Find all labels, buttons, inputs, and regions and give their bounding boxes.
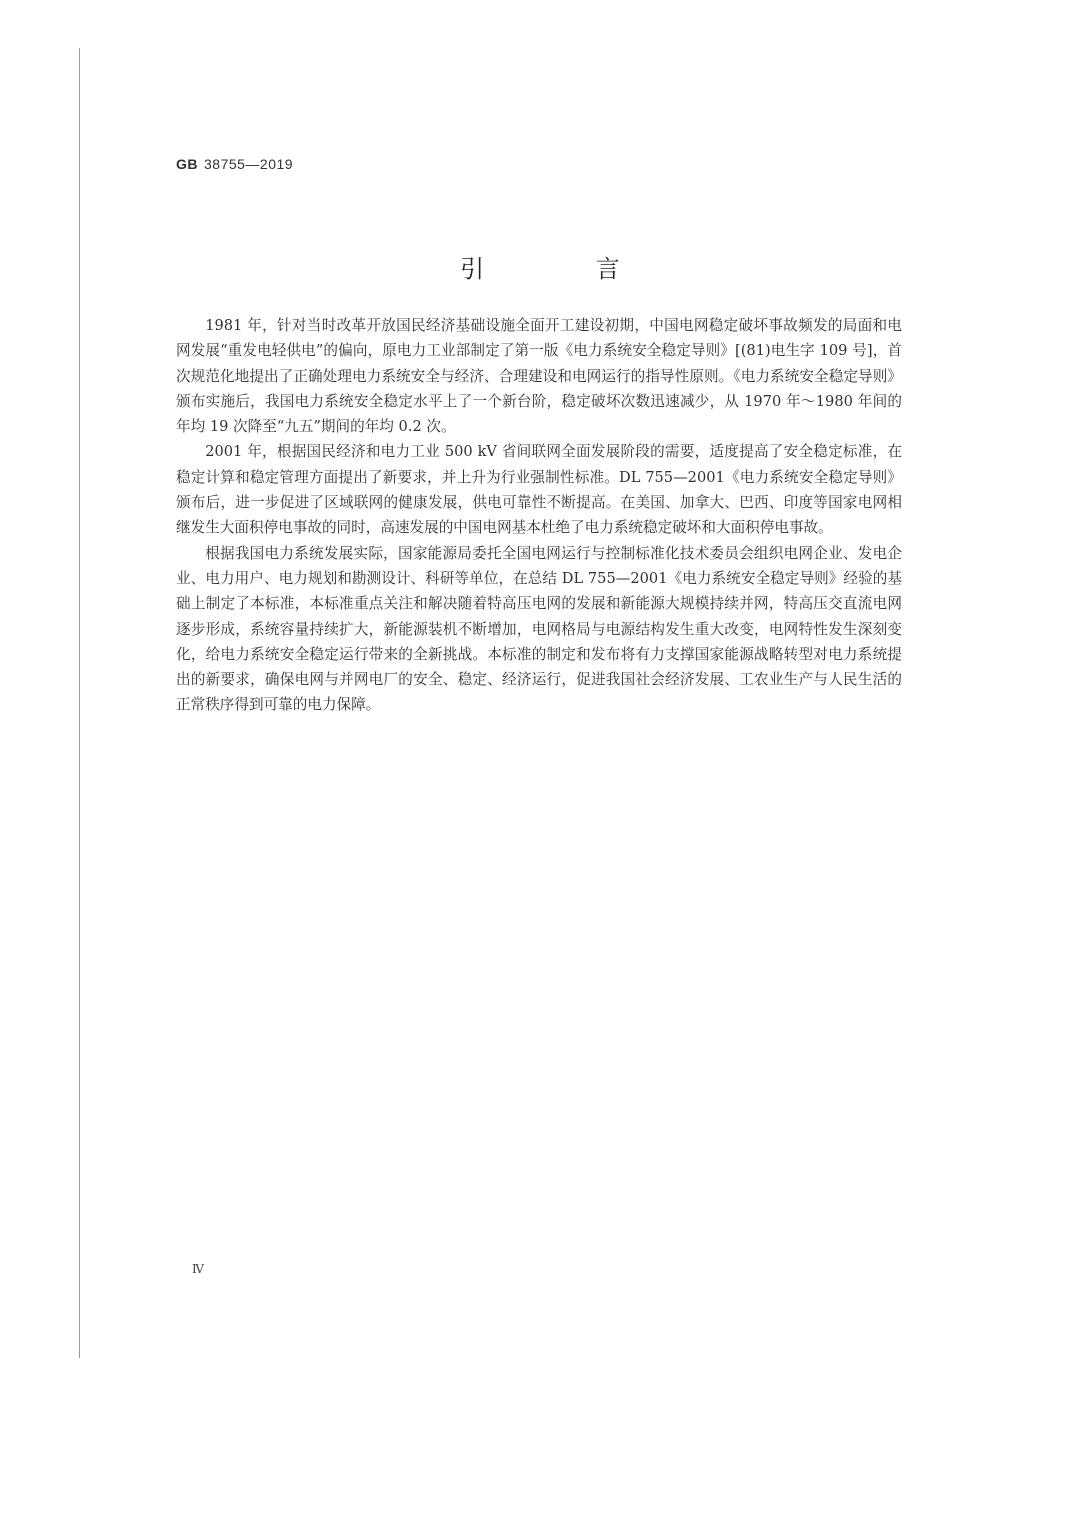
standard-number: 38755—2019: [204, 156, 294, 172]
standard-code-header: [176, 156, 293, 172]
introduction-body: [176, 313, 902, 718]
page-title: 引 言: [460, 255, 672, 284]
binding-margin-line: [79, 48, 80, 1358]
page-number: Ⅳ: [192, 1262, 204, 1276]
paragraph-1: 1981 年，针对当时改革开放国民经济基础设施全面开工建设初期，中国电网稳定破坏事故频发的局面和电网发展“重发电轻供电”的偏向，原电力工业部制定了第一版《电力系统安全稳定导则》[(81)电生字 109 号]，首次规范化地提出了正确处理电力系统安全与经济、合理建设和电网运行的指导性原则。《电力系统安全稳定导则》颁布实施后，我国电力系统安全稳定水平上了一个新台阶，稳定破坏次数迅速减少，从 1970 年～1980 年间的年均 19 次降至“九五”期间的年均 0.2 次。: [176, 317, 902, 436]
paragraph-3: 根据我国电力系统发展实际，国家能源局委托全国电网运行与控制标准化技术委员会组织电网企业、发电企业、电力用户、电力规划和勘测设计、科研等单位，在总结 DL 755—2001《电力系统安全稳定导则》经验的基础上制定了本标准，本标准重点关注和解决随着特高压电网的发展和新能源大规模持续并网，特高压交直流电网逐步形成，系统容量持续扩大，新能源装机不断增加，电网格局与电源结构发生重大改变，电网特性发生深刻变化，给电力系统安全稳定运行带来的全新挑战。本标准的制定和发布将有力支撑国家能源战略转型对电力系统提出的新要求，确保电网与并网电厂的安全、稳定、经济运行，促进我国社会经济发展、工农业生产与人民生活的正常秩序得到可靠的电力保障。: [176, 544, 902, 714]
standard-prefix: GB: [176, 156, 198, 172]
paragraph-2: 2001 年，根据国民经济和电力工业 500 kV 省间联网全面发展阶段的需要，适度提高了安全稳定标准，在稳定计算和稳定管理方面提出了新要求，并上升为行业强制性标准。DL 755—2001《电力系统安全稳定导则》颁布后，进一步促进了区域联网的健康发展，供电可靠性不断提高。在美国、加拿大、巴西、印度等国家电网相继发生大面积停电事故的同时，高速发展的中国电网基本杜绝了电力系统稳定破坏和大面积停电事故。: [176, 443, 902, 537]
